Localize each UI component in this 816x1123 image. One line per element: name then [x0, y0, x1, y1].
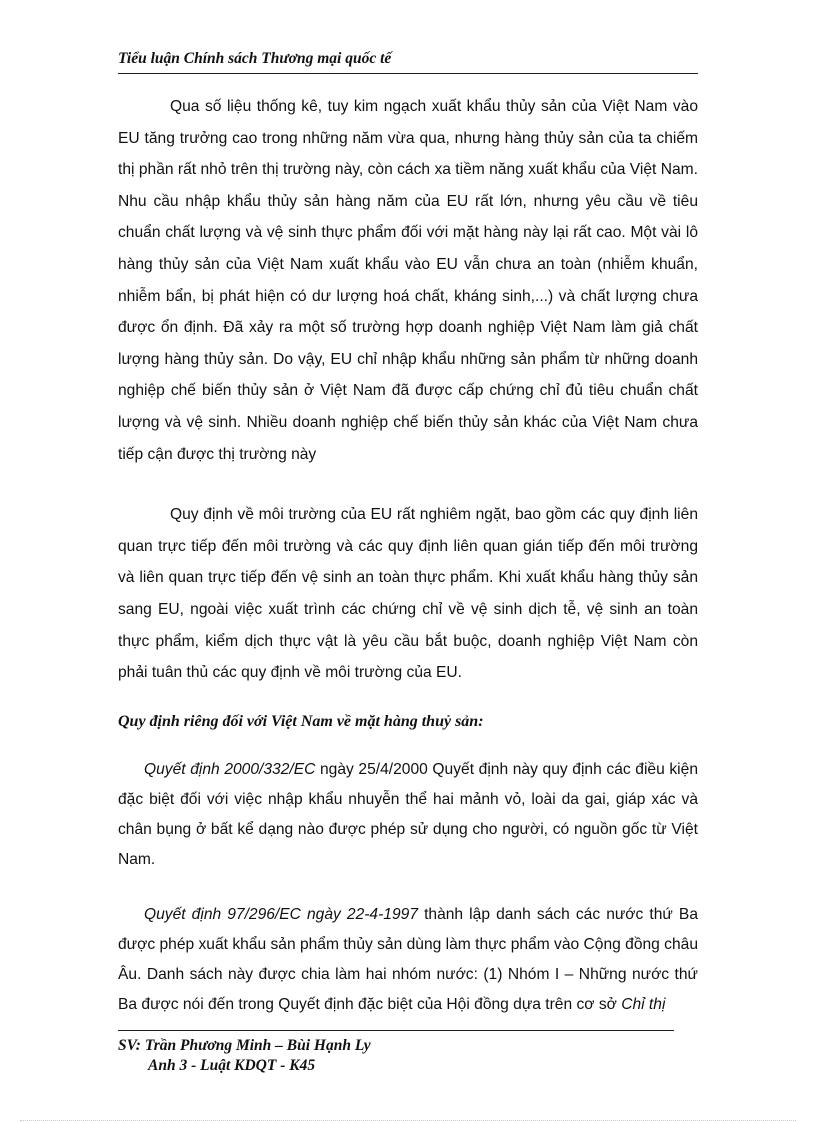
paragraph-4-text: thành lập danh sách các nước thứ Ba được phép xuất khẩu sản phẩm thủy sản dùng làm thực phẩm vào Cộng đồng châu Âu. Danh sách này được chia làm hai nhóm nước: (1) Nhóm I – Những nước thứ Ba được nói đến trong Quyết định đặc biệt của Hội đồng dựa trên cơ sở	[118, 905, 698, 1014]
paragraph-2: Quy định về môi trường của EU rất nghiêm ngặt, bao gồm các quy định liên quan trực tiếp đến môi trường và các quy định liên quan gián tiếp đến môi trường và liên quan trực tiếp đến vệ sinh an toàn thực phẩm. Khi xuất khẩu hàng thủy sản sang EU, ngoài việc xuất trình các chứng chỉ về vệ sinh dịch tễ, vệ sinh an toàn thực phẩm, kiểm dịch thực vật là yêu cầu bắt buộc, doanh nghiệp Việt Nam còn phải tuân thủ các quy định về môi trường của EU.	[118, 506, 698, 682]
footer-class: Anh 3 - Luật KDQT - K45	[148, 1057, 316, 1074]
decision-reference-2000: Quyết định 2000/332/EC	[144, 760, 316, 778]
section-heading: Quy định riêng đối với Việt Nam về mặt hàng thuỷ sản:	[118, 712, 484, 730]
footer-authors: SV: Trần Phương Minh – Bùi Hạnh Ly	[118, 1037, 371, 1054]
decision-reference-1997: Quyết định 97/296/EC ngày 22-4-1997	[144, 905, 418, 923]
page-header: Tiểu luận Chính sách Thương mại quốc tế	[118, 50, 698, 74]
paragraph-3-text: ngày 25/4/2000 Quyết định này quy định các điều kiện đặc biệt đối với việc nhập khẩu nhuyễn thể hai mảnh vỏ, loài da gai, giáp xác và chân bụng ở bất kể dạng nào được phép sử dụng cho người, có nguồn gốc từ Việt Nam.	[118, 760, 698, 869]
footer-divider	[118, 1030, 674, 1031]
paragraph-4	[118, 900, 698, 1021]
page-footer	[118, 1036, 371, 1076]
paragraph-1: Qua số liệu thống kê, tuy kim ngạch xuất khẩu thủy sản của Việt Nam vào EU tăng trưởng cao trong những năm vừa qua, nhưng hàng thủy sản của ta chiếm thị phần rất nhỏ trên thị trường này, còn cách xa tiềm năng xuất khẩu của Việt Nam. Nhu cầu nhập khẩu thủy sản hàng năm của EU rất lớn, nhưng yêu cầu về tiêu chuẩn chất lượng và vệ sinh thực phẩm đối với mặt hàng này lại rất cao. Một vài lô hàng thủy sản của Việt Nam xuất khẩu vào EU vẫn chưa an toàn (nhiễm khuẩn, nhiễm bẩn, bị phát hiện có dư lượng hoá chất, kháng sinh,...) và chất lượng chưa được ổn định. Đã xảy ra một số trường hợp doanh nghiệp Việt Nam làm giả chất lượng hàng thủy sản. Do vậy, EU chỉ nhập khẩu những sản phẩm từ những doanh nghiệp chế biến thủy sản ở Việt Nam đã được cấp chứng chỉ đủ tiêu chuẩn chất lượng và vệ sinh. Nhiều doanh nghiệp chế biến thủy sản khác của Việt Nam chưa tiếp cận được thị trường này	[118, 98, 698, 463]
page-bottom-border	[20, 1120, 796, 1121]
paragraph-4-tail: Chỉ thị	[621, 996, 666, 1014]
document-body	[118, 75, 698, 1020]
paragraph-3	[118, 755, 698, 876]
